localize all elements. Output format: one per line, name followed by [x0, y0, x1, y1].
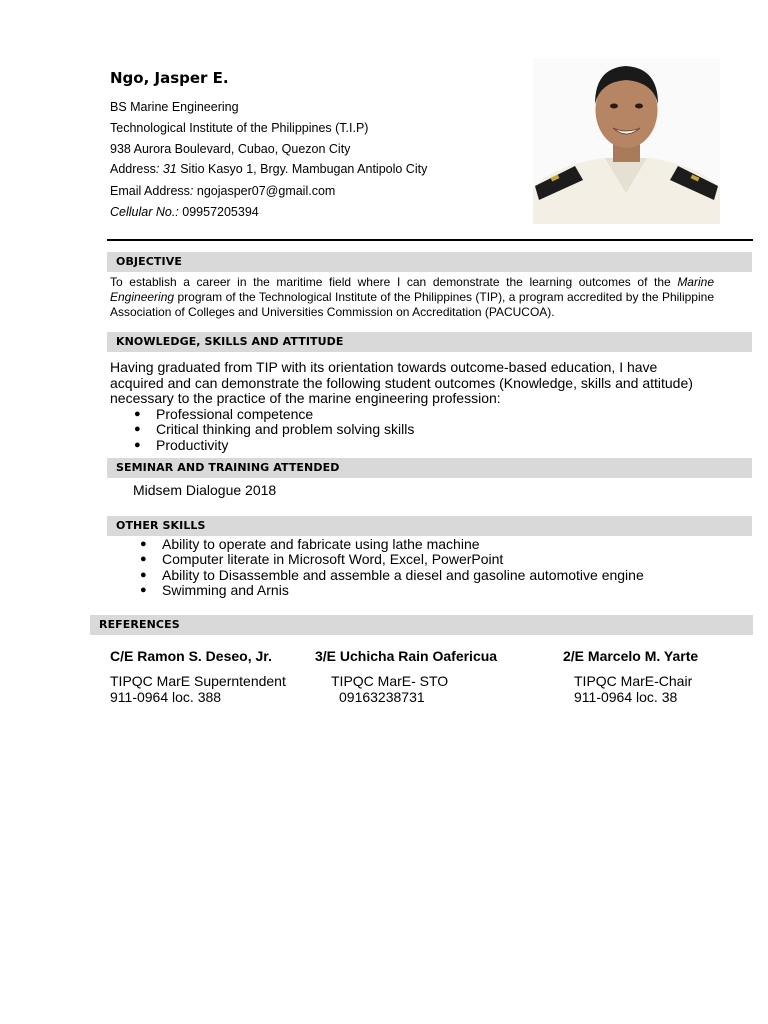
applicant-name: Ngo, Jasper E.: [110, 69, 229, 87]
reference-contact: 911-0964 loc. 388: [110, 689, 222, 705]
list-item: ● Professional competence: [134, 406, 314, 422]
cellular-value: 09957205394: [182, 205, 259, 219]
objective-text-part2: program of the Technological Institute of the Philippines (TIP), a program accredited by the Philippine Association of Colleges and Universities Commission on Accreditation (PACUCOA).: [110, 290, 714, 319]
references-heading: REFERENCES: [90, 615, 753, 635]
ksa-list: [134, 406, 415, 453]
other-skills-heading: OTHER SKILLS: [107, 516, 752, 536]
reference-name: 2/E Marcelo M. Yarte: [563, 648, 699, 664]
list-item: ● Computer literate in Microsoft Word, Excel, PowerPoint: [140, 551, 504, 568]
reference-position: TIPQC MarE-Chair: [574, 673, 693, 689]
list-item: ● Critical thinking and problem solving skills: [134, 421, 415, 438]
header-divider: [107, 239, 753, 241]
school-name: Technological Institute of the Philippines (T.I.P): [110, 121, 369, 135]
email: Email Address: ngojasper07@gmail.com: [110, 184, 336, 198]
list-item: ● Ability to operate and fabricate using lathe machine: [140, 536, 480, 552]
reference-position: TIPQC MarE Superntendent: [110, 673, 286, 689]
cellular: [110, 204, 259, 220]
reference-position: TIPQC MarE- STO: [331, 673, 449, 689]
objective-heading: OBJECTIVE: [107, 252, 752, 272]
ksa-heading: KNOWLEDGE, SKILLS AND ATTITUDE: [107, 332, 752, 352]
cellular-label: Cellular No.:: [110, 205, 179, 219]
profile-photo: [533, 58, 720, 224]
ksa-text: Having graduated from TIP with its orientation towards outcome-based education, I have acquired and can demonstrate the following student outcomes (Knowledge, skills and attitude) necessary to the practice of the marine engineering profession:: [110, 359, 693, 406]
list-item: ● Productivity: [134, 436, 229, 453]
objective-text: [110, 275, 714, 320]
school-address: 938 Aurora Boulevard, Cubao, Quezon City: [110, 142, 351, 156]
seminar-item: Midsem Dialogue 2018: [133, 482, 277, 498]
reference-contact: 09163238731: [339, 689, 425, 705]
reference-contact: 911-0964 loc. 38: [574, 689, 678, 705]
degree: BS Marine Engineering: [110, 100, 239, 114]
person-photo-icon: [533, 58, 720, 224]
email-label: Email Address: [110, 184, 190, 198]
email-value: ngojasper07@gmail.com: [196, 184, 336, 198]
reference-name: 3/E Uchicha Rain Oafericua: [315, 648, 498, 664]
list-item: ● Ability to Disassemble and assemble a diesel and gasoline automotive engine: [140, 566, 644, 583]
address-label: Address: [110, 162, 156, 176]
objective-text-part1: To establish a career in the maritime field where I can demonstrate the learning outcomes of the: [110, 275, 678, 289]
list-item: ● Swimming and Arnis: [140, 581, 289, 598]
address-number: 31: [162, 162, 177, 176]
reference-name: C/E Ramon S. Deseo, Jr.: [110, 648, 272, 664]
other-skills-list: [140, 536, 644, 598]
address-value: Sitio Kasyo 1, Brgy. Mambugan Antipolo City: [180, 162, 428, 176]
seminar-heading: SEMINAR AND TRAINING ATTENDED: [107, 458, 752, 478]
objective-program-name: Marine Engineering: [110, 275, 714, 304]
home-address: Address: 31 Sitio Kasyo 1, Brgy. Mambugan Antipolo City: [110, 162, 428, 176]
